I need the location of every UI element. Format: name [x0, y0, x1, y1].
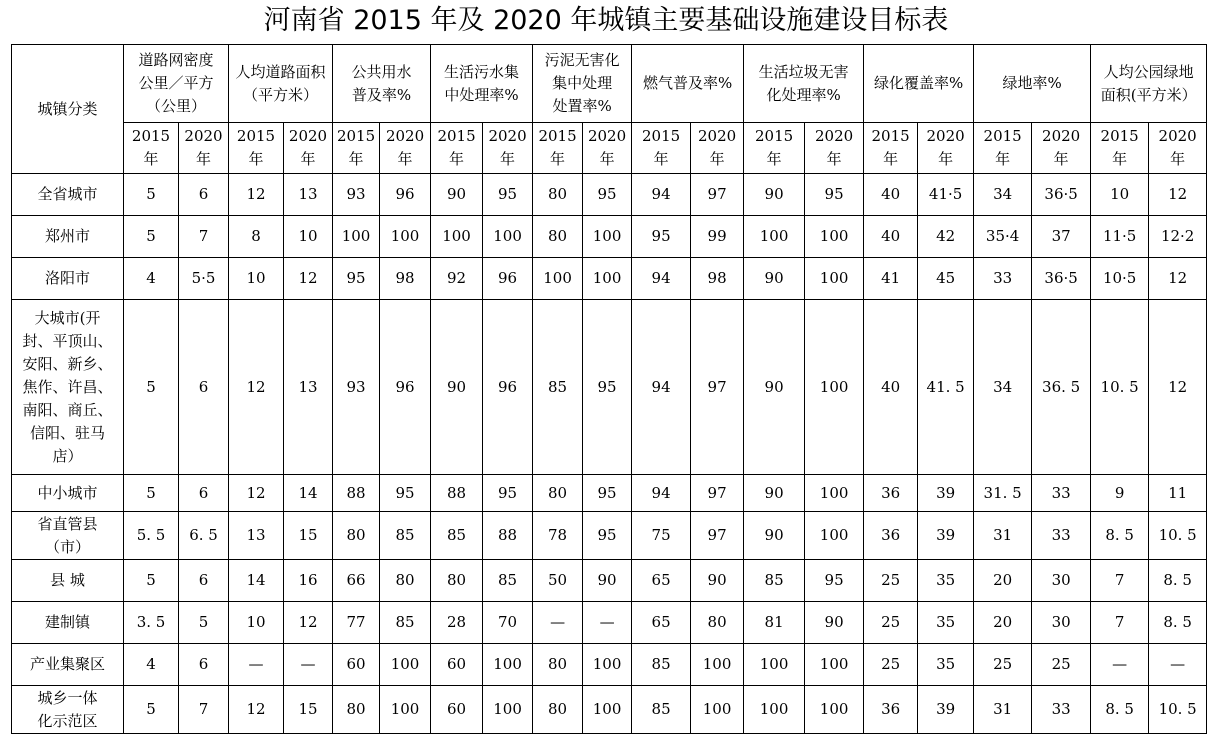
value-cell: 97: [691, 174, 744, 216]
value-cell: 30: [1032, 602, 1091, 644]
value-cell: 10·5: [1091, 258, 1149, 300]
table-row: [12, 258, 1207, 300]
value-cell: 41·5: [918, 174, 974, 216]
value-cell: 25: [864, 602, 918, 644]
header-indicator: 人均公园绿地 面积(平方米）: [1091, 45, 1207, 123]
value-cell: 16: [284, 560, 333, 602]
value-cell: 6. 5: [179, 512, 229, 560]
value-cell: 10: [229, 602, 284, 644]
value-cell: 31. 5: [974, 475, 1032, 512]
value-cell: 96: [380, 174, 431, 216]
value-cell: 14: [229, 560, 284, 602]
value-cell: 75: [632, 512, 691, 560]
value-cell: 3. 5: [124, 602, 179, 644]
value-cell: 60: [431, 686, 483, 734]
value-cell: 4: [124, 644, 179, 686]
value-cell: 39: [918, 475, 974, 512]
header-year: 2020 年: [918, 123, 974, 174]
value-cell: 5: [124, 475, 179, 512]
value-cell: 5: [124, 216, 179, 258]
value-cell: 85: [483, 560, 533, 602]
value-cell: 85: [431, 512, 483, 560]
value-cell: 13: [229, 512, 284, 560]
value-cell: 34: [974, 300, 1032, 475]
value-cell: 13: [284, 174, 333, 216]
header-year: 2020 年: [1149, 123, 1207, 174]
header-indicator: 生活污水集 中处理率%: [431, 45, 533, 123]
value-cell: 25: [864, 560, 918, 602]
header-year: 2020 年: [284, 123, 333, 174]
value-cell: 95: [483, 475, 533, 512]
header-year: 2020 年: [1032, 123, 1091, 174]
row-category: 大城市(开 封、平顶山、 安阳、新乡、 焦作、许昌、 南阳、商丘、 信阳、驻马 店）: [12, 300, 124, 475]
value-cell: 5: [124, 174, 179, 216]
value-cell: 98: [691, 258, 744, 300]
value-cell: 95: [583, 512, 632, 560]
value-cell: 95: [380, 475, 431, 512]
value-cell: 28: [431, 602, 483, 644]
value-cell: 10: [284, 216, 333, 258]
value-cell: 11·5: [1091, 216, 1149, 258]
value-cell: 35: [918, 644, 974, 686]
value-cell: 31: [974, 512, 1032, 560]
header-indicator: 污泥无害化 集中处理 处置率%: [533, 45, 632, 123]
header-year: 2015 年: [974, 123, 1032, 174]
value-cell: 40: [864, 300, 918, 475]
value-cell: 39: [918, 686, 974, 734]
header-year: 2020 年: [483, 123, 533, 174]
value-cell: 85: [380, 602, 431, 644]
value-cell: 10: [229, 258, 284, 300]
value-cell: 14: [284, 475, 333, 512]
value-cell: 7: [179, 686, 229, 734]
value-cell: 45: [918, 258, 974, 300]
value-cell: —: [284, 644, 333, 686]
value-cell: 85: [744, 560, 805, 602]
row-category: 全省城市: [12, 174, 124, 216]
value-cell: 96: [483, 258, 533, 300]
value-cell: —: [229, 644, 284, 686]
value-cell: 80: [533, 644, 583, 686]
value-cell: 100: [691, 644, 744, 686]
header-indicator: 生活垃圾无害 化处理率%: [744, 45, 864, 123]
value-cell: 98: [380, 258, 431, 300]
value-cell: 5: [124, 560, 179, 602]
targets-table: [11, 44, 1207, 734]
value-cell: 88: [333, 475, 380, 512]
value-cell: 66: [333, 560, 380, 602]
row-category: 洛阳市: [12, 258, 124, 300]
value-cell: 100: [483, 686, 533, 734]
value-cell: —: [1149, 644, 1207, 686]
value-cell: 94: [632, 300, 691, 475]
value-cell: 100: [805, 512, 864, 560]
value-cell: 78: [533, 512, 583, 560]
value-cell: 12: [229, 686, 284, 734]
header-indicator: 绿化覆盖率%: [864, 45, 974, 123]
value-cell: 33: [1032, 686, 1091, 734]
value-cell: 40: [864, 216, 918, 258]
value-cell: 92: [431, 258, 483, 300]
value-cell: 100: [380, 686, 431, 734]
value-cell: 99: [691, 216, 744, 258]
page-title: 河南省 2015 年及 2020 年城镇主要基础设施建设目标表: [263, 5, 949, 36]
value-cell: 95: [805, 560, 864, 602]
value-cell: 12: [284, 258, 333, 300]
value-cell: 13: [284, 300, 333, 475]
value-cell: 65: [632, 602, 691, 644]
header-year: 2015 年: [632, 123, 691, 174]
value-cell: 33: [974, 258, 1032, 300]
value-cell: 33: [1032, 475, 1091, 512]
value-cell: 88: [431, 475, 483, 512]
value-cell: 90: [583, 560, 632, 602]
value-cell: 94: [632, 475, 691, 512]
value-cell: 5: [179, 602, 229, 644]
value-cell: 5: [124, 300, 179, 475]
value-cell: 80: [333, 512, 380, 560]
row-category: 建制镇: [12, 602, 124, 644]
header-indicator: 公共用水 普及率%: [333, 45, 431, 123]
value-cell: 10. 5: [1149, 686, 1207, 734]
value-cell: 80: [691, 602, 744, 644]
value-cell: 77: [333, 602, 380, 644]
value-cell: 100: [380, 644, 431, 686]
value-cell: 94: [632, 258, 691, 300]
header-indicator: 人均道路面积 （平方米）: [229, 45, 333, 123]
value-cell: 90: [431, 174, 483, 216]
row-category: 郑州市: [12, 216, 124, 258]
table-row: [12, 602, 1207, 644]
value-cell: 88: [483, 512, 533, 560]
row-category: 县 城: [12, 560, 124, 602]
value-cell: 34: [974, 174, 1032, 216]
value-cell: 95: [483, 174, 533, 216]
value-cell: 50: [533, 560, 583, 602]
value-cell: 100: [583, 686, 632, 734]
value-cell: 90: [744, 258, 805, 300]
value-cell: 93: [333, 174, 380, 216]
value-cell: 7: [179, 216, 229, 258]
value-cell: 12: [229, 300, 284, 475]
header-indicator: 燃气普及率%: [632, 45, 744, 123]
value-cell: 36·5: [1032, 258, 1091, 300]
table-row: [12, 644, 1207, 686]
value-cell: 12: [229, 475, 284, 512]
table-row: [12, 216, 1207, 258]
value-cell: 60: [431, 644, 483, 686]
value-cell: 10: [1091, 174, 1149, 216]
value-cell: 90: [744, 300, 805, 475]
value-cell: 100: [805, 686, 864, 734]
value-cell: 8. 5: [1091, 686, 1149, 734]
value-cell: 42: [918, 216, 974, 258]
value-cell: 90: [691, 560, 744, 602]
header-year: 2020 年: [179, 123, 229, 174]
value-cell: 95: [632, 216, 691, 258]
header-category: 城镇分类: [12, 45, 124, 174]
value-cell: 100: [583, 258, 632, 300]
value-cell: 20: [974, 560, 1032, 602]
value-cell: —: [1091, 644, 1149, 686]
value-cell: 95: [333, 258, 380, 300]
value-cell: —: [533, 602, 583, 644]
header-year: 2020 年: [583, 123, 632, 174]
value-cell: 15: [284, 512, 333, 560]
value-cell: 36·5: [1032, 174, 1091, 216]
value-cell: 85: [533, 300, 583, 475]
table-row: [12, 174, 1207, 216]
header-year: 2015 年: [333, 123, 380, 174]
value-cell: 97: [691, 512, 744, 560]
value-cell: 7: [1091, 560, 1149, 602]
value-cell: 11: [1149, 475, 1207, 512]
header-year: 2015 年: [744, 123, 805, 174]
value-cell: 36: [864, 475, 918, 512]
value-cell: 96: [380, 300, 431, 475]
header-year: 2015 年: [229, 123, 284, 174]
value-cell: 90: [431, 300, 483, 475]
value-cell: 85: [632, 686, 691, 734]
value-cell: 95: [583, 300, 632, 475]
value-cell: 6: [179, 174, 229, 216]
value-cell: 85: [380, 512, 431, 560]
header-year: 2020 年: [691, 123, 744, 174]
value-cell: 30: [1032, 560, 1091, 602]
value-cell: 90: [744, 512, 805, 560]
value-cell: 6: [179, 644, 229, 686]
value-cell: 100: [583, 216, 632, 258]
value-cell: 9: [1091, 475, 1149, 512]
value-cell: 100: [533, 258, 583, 300]
value-cell: 36: [864, 686, 918, 734]
value-cell: 35: [918, 560, 974, 602]
value-cell: 100: [805, 258, 864, 300]
value-cell: 100: [483, 644, 533, 686]
value-cell: 100: [744, 216, 805, 258]
value-cell: 80: [333, 686, 380, 734]
header-year: 2015 年: [864, 123, 918, 174]
value-cell: 41: [864, 258, 918, 300]
value-cell: 95: [583, 475, 632, 512]
header-indicator: 道路网密度 公里／平方 （公里）: [124, 45, 229, 123]
header-year: 2015 年: [533, 123, 583, 174]
value-cell: 41. 5: [918, 300, 974, 475]
value-cell: 35·4: [974, 216, 1032, 258]
value-cell: 39: [918, 512, 974, 560]
value-cell: 10. 5: [1149, 512, 1207, 560]
value-cell: 12: [284, 602, 333, 644]
value-cell: 12: [1149, 174, 1207, 216]
value-cell: 95: [805, 174, 864, 216]
value-cell: 36: [864, 512, 918, 560]
value-cell: 12: [229, 174, 284, 216]
value-cell: 20: [974, 602, 1032, 644]
value-cell: 90: [805, 602, 864, 644]
value-cell: 100: [691, 686, 744, 734]
value-cell: 37: [1032, 216, 1091, 258]
value-cell: 8: [229, 216, 284, 258]
value-cell: 80: [533, 174, 583, 216]
value-cell: 93: [333, 300, 380, 475]
value-cell: 12·2: [1149, 216, 1207, 258]
value-cell: 85: [632, 644, 691, 686]
header-indicator: 绿地率%: [974, 45, 1091, 123]
table-row: [12, 475, 1207, 512]
value-cell: 5: [124, 686, 179, 734]
value-cell: 100: [431, 216, 483, 258]
value-cell: 95: [583, 174, 632, 216]
value-cell: 100: [483, 216, 533, 258]
value-cell: 100: [380, 216, 431, 258]
value-cell: 36. 5: [1032, 300, 1091, 475]
header-year: 2015 年: [431, 123, 483, 174]
value-cell: 100: [744, 644, 805, 686]
value-cell: 31: [974, 686, 1032, 734]
value-cell: 25: [974, 644, 1032, 686]
table-row: [12, 512, 1207, 560]
value-cell: 60: [333, 644, 380, 686]
value-cell: 4: [124, 258, 179, 300]
value-cell: 96: [483, 300, 533, 475]
value-cell: 90: [744, 174, 805, 216]
value-cell: 100: [805, 475, 864, 512]
value-cell: 100: [805, 216, 864, 258]
value-cell: —: [583, 602, 632, 644]
row-category: 产业集聚区: [12, 644, 124, 686]
row-category: 城乡一体 化示范区: [12, 686, 124, 734]
value-cell: 12: [1149, 300, 1207, 475]
value-cell: 81: [744, 602, 805, 644]
value-cell: 6: [179, 475, 229, 512]
value-cell: 80: [533, 216, 583, 258]
value-cell: 5. 5: [124, 512, 179, 560]
value-cell: 97: [691, 300, 744, 475]
table-row: [12, 300, 1207, 475]
row-category: 省直管县 （市）: [12, 512, 124, 560]
value-cell: 7: [1091, 602, 1149, 644]
value-cell: 70: [483, 602, 533, 644]
table-row: [12, 686, 1207, 734]
value-cell: 10. 5: [1091, 300, 1149, 475]
value-cell: 35: [918, 602, 974, 644]
row-category: 中小城市: [12, 475, 124, 512]
value-cell: 90: [744, 475, 805, 512]
value-cell: 25: [1032, 644, 1091, 686]
value-cell: 15: [284, 686, 333, 734]
value-cell: 40: [864, 174, 918, 216]
value-cell: 100: [805, 300, 864, 475]
value-cell: 6: [179, 300, 229, 475]
value-cell: 80: [533, 475, 583, 512]
value-cell: 12: [1149, 258, 1207, 300]
header-year: 2020 年: [805, 123, 864, 174]
header-year: 2020 年: [380, 123, 431, 174]
value-cell: 80: [533, 686, 583, 734]
value-cell: 5·5: [179, 258, 229, 300]
header-year: 2015 年: [124, 123, 179, 174]
value-cell: 100: [744, 686, 805, 734]
value-cell: 100: [333, 216, 380, 258]
value-cell: 8. 5: [1149, 560, 1207, 602]
value-cell: 8. 5: [1149, 602, 1207, 644]
value-cell: 100: [805, 644, 864, 686]
value-cell: 97: [691, 475, 744, 512]
value-cell: 100: [583, 644, 632, 686]
value-cell: 8. 5: [1091, 512, 1149, 560]
value-cell: 94: [632, 174, 691, 216]
value-cell: 25: [864, 644, 918, 686]
header-year: 2015 年: [1091, 123, 1149, 174]
value-cell: 33: [1032, 512, 1091, 560]
value-cell: 6: [179, 560, 229, 602]
value-cell: 80: [431, 560, 483, 602]
value-cell: 80: [380, 560, 431, 602]
table-row: [12, 560, 1207, 602]
value-cell: 65: [632, 560, 691, 602]
